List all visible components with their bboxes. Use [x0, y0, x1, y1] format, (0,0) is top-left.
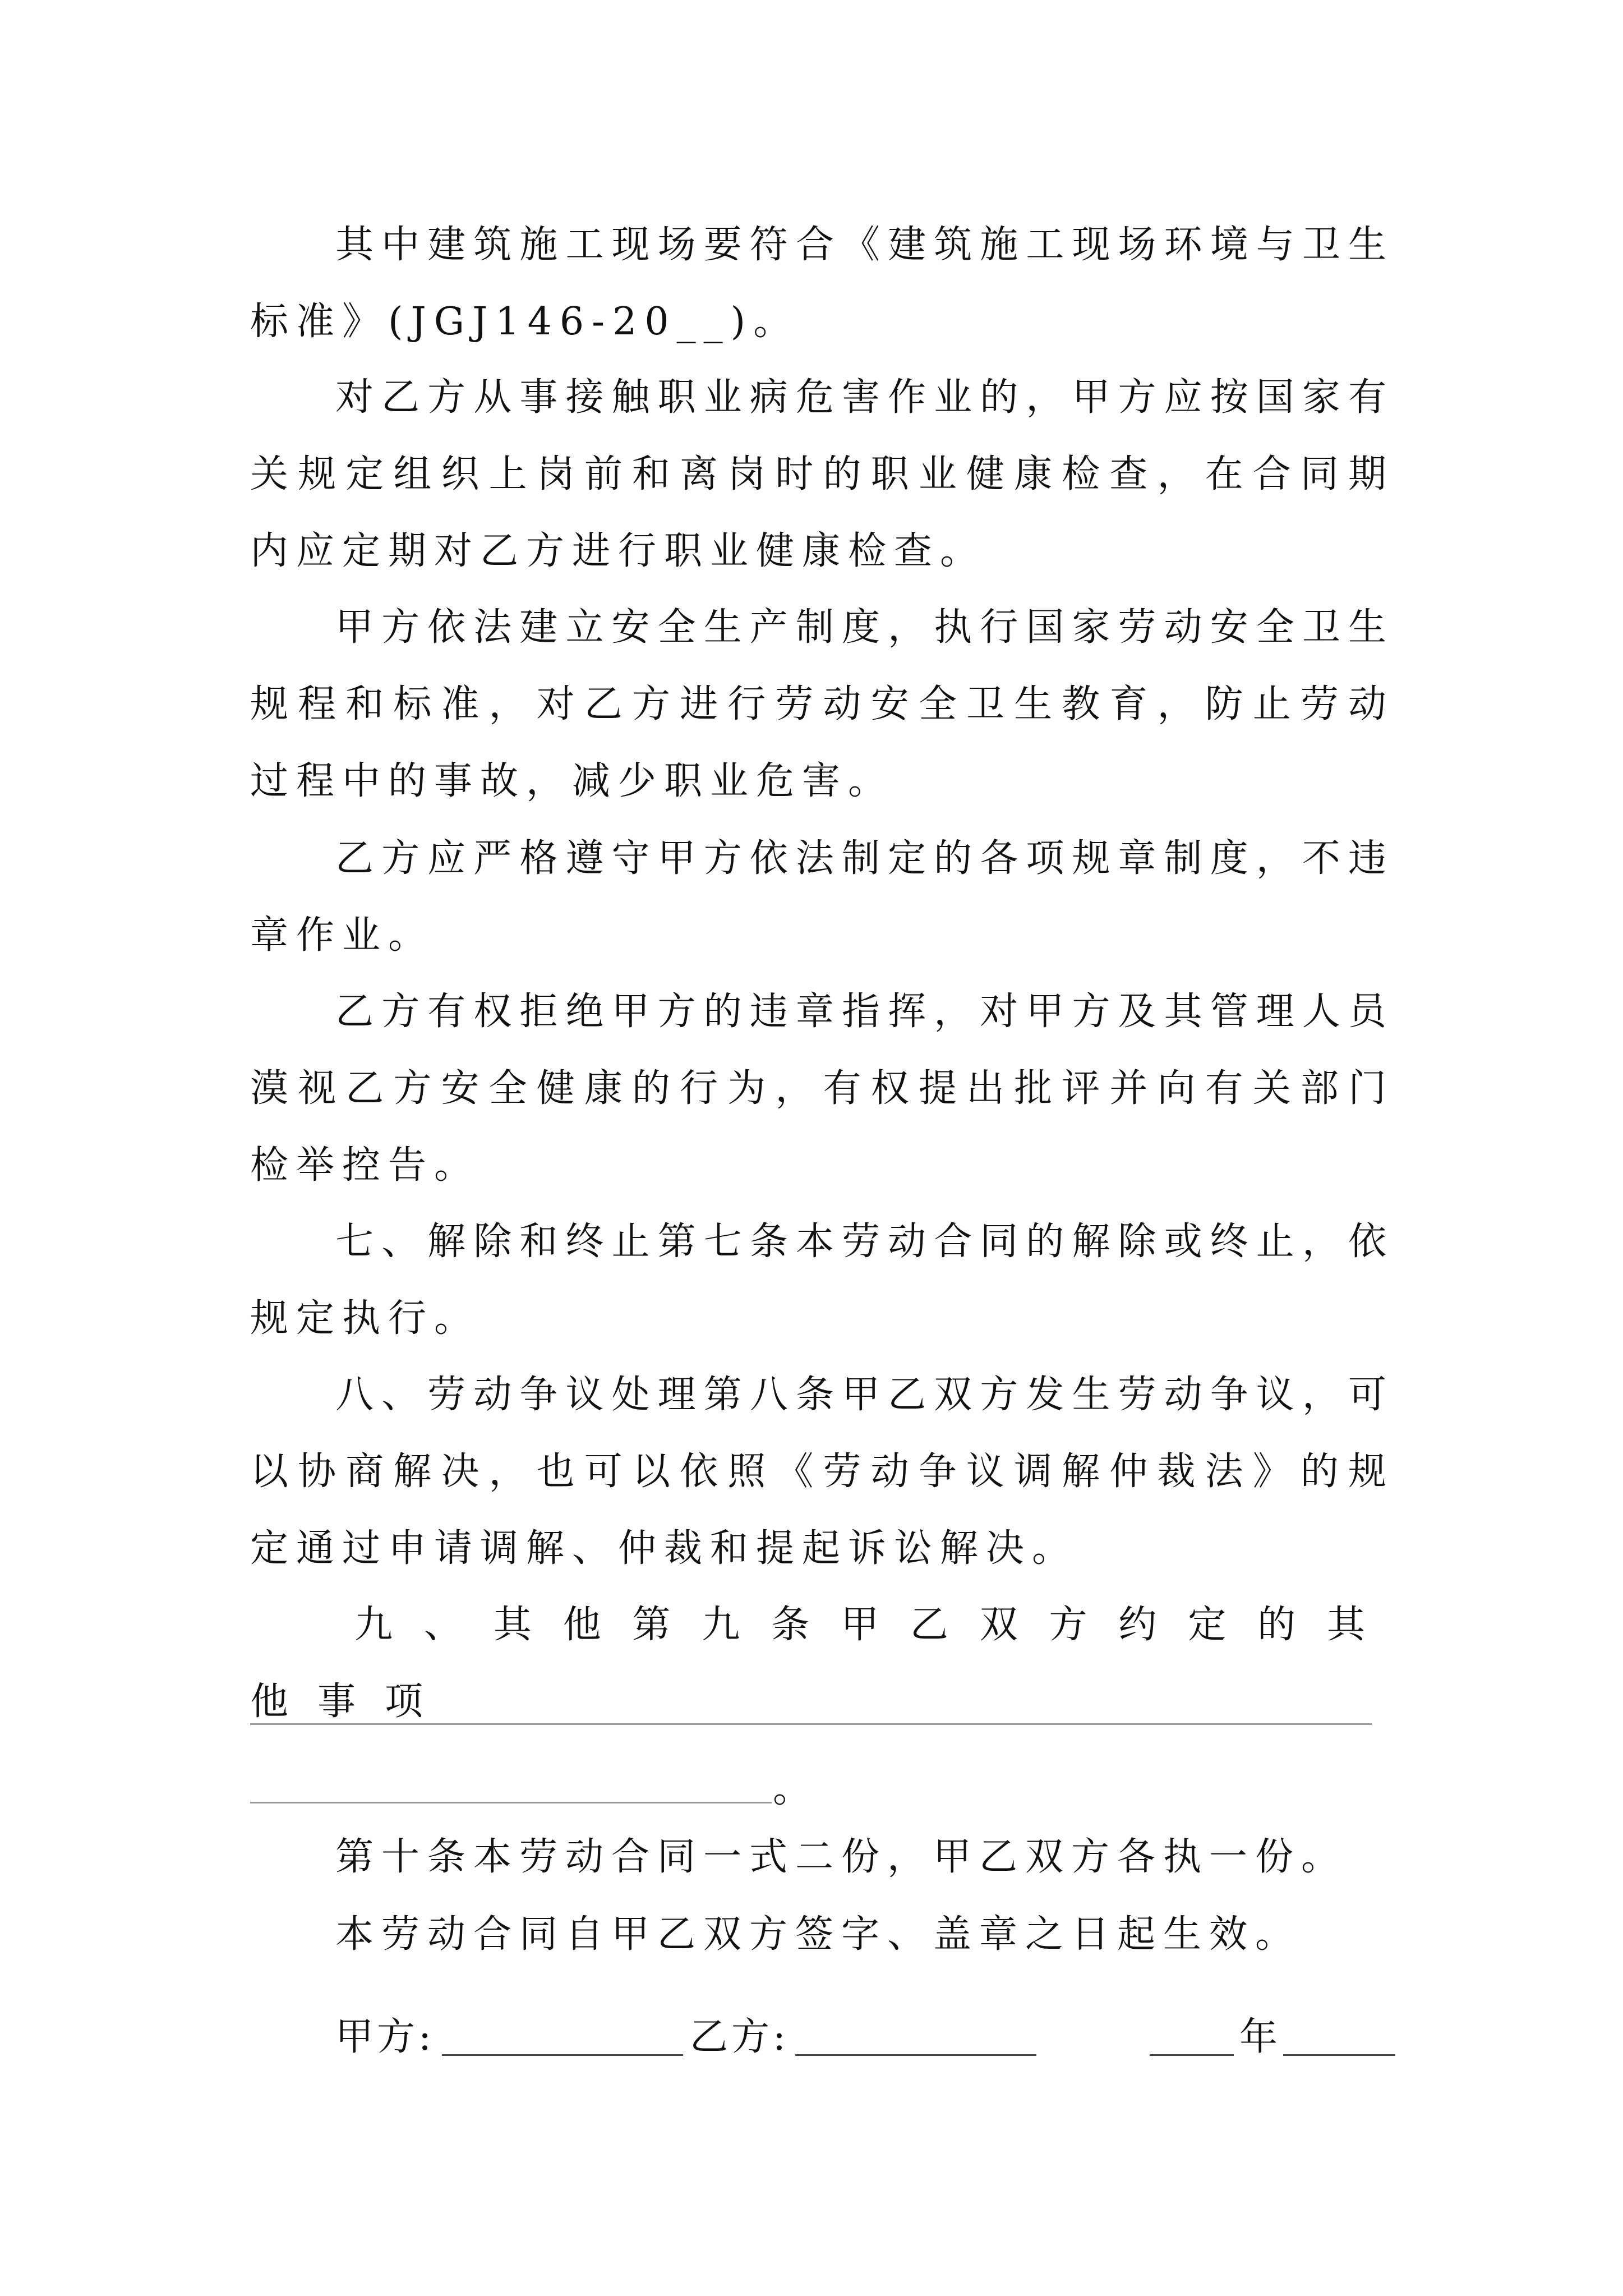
paragraph-article-ten: 第十条本劳动合同一式二份，甲乙双方各执一份。	[335, 1835, 1348, 1879]
fill-in-blank-line-short	[250, 1802, 772, 1803]
paragraph-article-nine: 九、其他第九条甲乙双方约定的其他事项	[250, 1603, 1394, 1724]
paragraph-right-to-refuse: 乙方有权拒绝甲方的违章指挥，对甲方及其管理人员漠视乙方安全健康的行为，有权提出批评并向有关部门检举控告。	[250, 990, 1394, 1188]
party-a-label: 甲方:	[335, 2015, 435, 2059]
party-b-signature-field[interactable]	[795, 2054, 1036, 2056]
paragraph-effective-date: 本劳动合同自甲乙双方签字、盖章之日起生效。	[335, 1912, 1302, 1957]
party-b-label: 乙方:	[690, 2015, 789, 2059]
fill-in-blank-line	[250, 1723, 1372, 1725]
paragraph-sanitation-standard: 其中建筑施工现场要符合《建筑施工现场环境与卫生标准》(JGJ146-20__)。	[250, 223, 1394, 344]
month-field[interactable]	[1283, 2054, 1395, 2056]
paragraph-safety-system: 甲方依法建立安全生产制度，执行国家劳动安全卫生规程和标准，对乙方进行劳动安全卫生教育，防止劳动过程中的事故，减少职业危害。	[250, 605, 1394, 803]
year-label: 年	[1239, 2015, 1281, 2059]
year-field[interactable]	[1150, 2054, 1234, 2056]
closing-period: 。	[773, 1767, 811, 1811]
signature-row	[335, 2009, 1401, 2065]
paragraph-article-eight: 八、劳动争议处理第八条甲乙双方发生劳动争议，可以协商解决，也可以依照《劳动争议调解仲裁法》的规定通过申请调解、仲裁和提起诉讼解决。	[250, 1373, 1394, 1571]
paragraph-health-check: 对乙方从事接触职业病危害作业的，甲方应按国家有关规定组织上岗前和离岗时的职业健康检查，在合同期内应定期对乙方进行职业健康检查。	[250, 375, 1394, 573]
party-a-signature-field[interactable]	[442, 2054, 683, 2056]
paragraph-rules-compliance: 乙方应严格遵守甲方依法制定的各项规章制度，不违章作业。	[250, 836, 1394, 958]
paragraph-article-seven: 七、解除和终止第七条本劳动合同的解除或终止，依规定执行。	[250, 1220, 1394, 1341]
